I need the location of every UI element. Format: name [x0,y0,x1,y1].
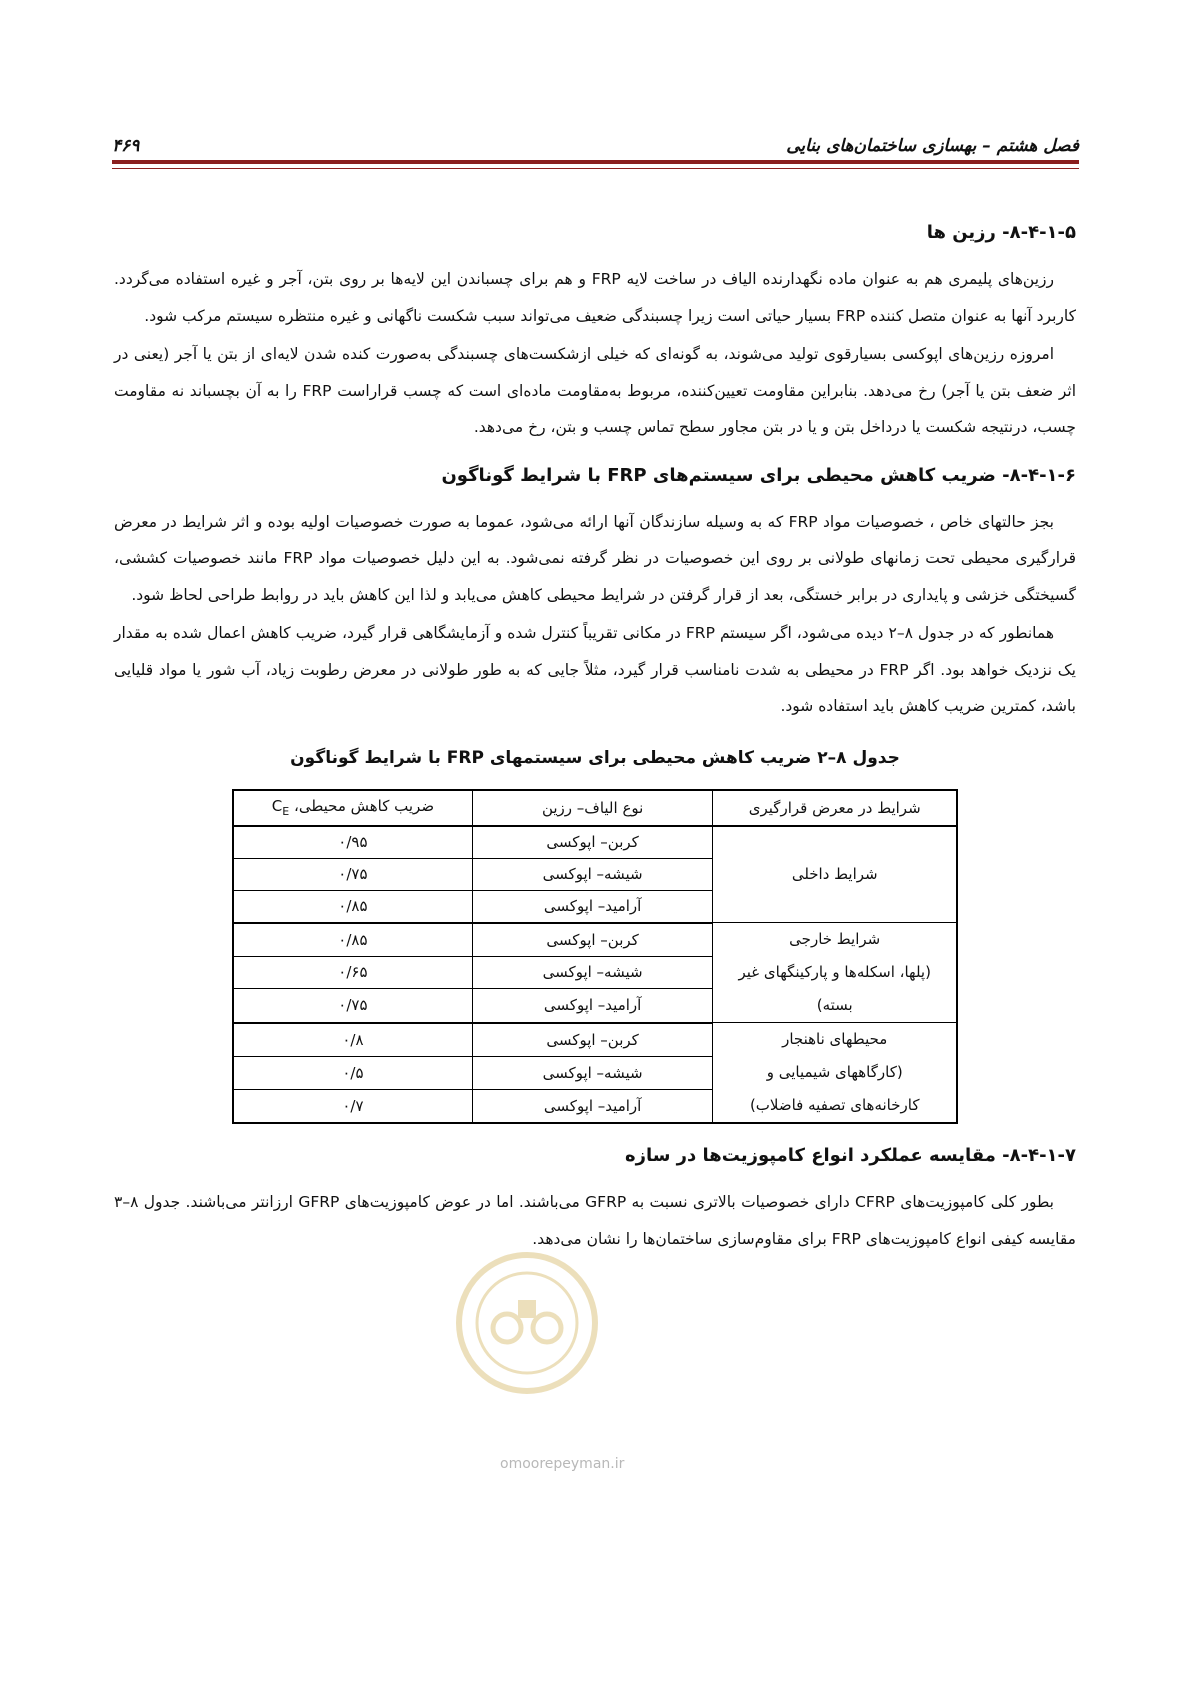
section-heading-resins: ۸-۴-۱-۵- رزین ها [926,222,1076,243]
condition-cell-harsh: محیطهای ناهنجار (کارگاههای شیمیایی و کارخانه‌های تصفیه فاضلاب) [713,1023,957,1124]
watermark-seal-icon [452,1248,602,1398]
fiber-cell: شیشه– اپوکسی [472,956,713,989]
paragraph: همانطور که در جدول ۸–۲ دیده می‌شود، اگر سیستم FRP در مکانی تقریباً کنترل شده و آزمایشگاهی قرار گیرد، ضریب کاهش اعمال شده به مقدار یک نزدیک خواهد بود. اگر FRP در محیطی به شدت نامناسب قرار گیرد، مثلاً جایی که به طور طولانی در معرض رطوبت زیاد، آب شور یا مواد قلیایی باشد، کمترین ضریب کاهش باید استفاده شود. [114,624,1076,715]
fiber-cell: کربن– اپوکسی [472,1023,713,1057]
fiber-cell: شیشه– اپوکسی [472,858,713,890]
header-condition: شرایط در معرض قرارگیری [713,790,957,826]
page-number: ۴۶۹ [112,136,140,156]
header-rule-thin [112,168,1079,169]
factor-cell: ۰/۸۵ [233,923,472,957]
page-content [114,215,1076,1259]
section-heading-composite-comparison: ۸-۴-۱-۷- مقایسه عملکرد انواع کامپوزیت‌ها در سازه [624,1145,1076,1166]
paragraph: بطور کلی کامپوزیت‌های CFRP دارای خصوصیات بالاتری نسبت به GFRP می‌باشند. اما در عوض کامپوزیت‌های GFRP ارزانتر می‌باشند. جدول ۸–۳ مقایسه کیفی انواع کامپوزیت‌های FRP برای مقاوم‌سازی ساختمان‌ها را نشان می‌دهد. [114,1193,1076,1248]
factor-cell: ۰/۷۵ [233,858,472,890]
condition-cell-interior: شرایط داخلی [713,826,957,923]
factor-cell: ۰/۵ [233,1056,472,1089]
header-reduction-factor: ضریب کاهش محیطی، $C_E$ [233,790,472,826]
paragraph: رزین‌های پلیمری هم به عنوان ماده نگهدارنده الیاف در ساخت لایه FRP و هم برای چسباندن این لایه‌ها بر روی بتن، آجر و غیره استفاده می‌گردد. کاربرد آنها به عنوان متصل کننده FRP بسیار حیاتی است زیرا چسبندگی ضعیف می‌تواند سبب شکست ناگهانی و غیره منتظره سیستم مرکب شود. [114,270,1076,325]
fiber-cell: کربن– اپوکسی [472,923,713,957]
factor-cell: ۰/۷ [233,1089,472,1123]
header-rule-thick [112,160,1079,164]
fiber-cell: کربن– اپوکسی [472,826,713,859]
watermark-url: omoorepeyman.ir [500,1456,625,1472]
table-row [233,1023,957,1057]
condition-cell-exterior: شرایط خارجی (پلها، اسکله‌ها و پارکینگهای غیر بسته) [713,923,957,1023]
reduction-factor-table [232,789,958,1125]
table-row [233,826,957,859]
table-header-row [233,790,957,826]
paragraph: امروزه رزین‌های اپوکسی بسیارقوی تولید می‌شوند، به گونه‌ای که خیلی ازشکست‌های چسبندگی به‌صورت کنده شدن لایه‌ای از بتن یا آجر (یعنی در اثر ضعف بتن یا آجر) رخ می‌دهد. بنابراین مقاومت تعیین‌کننده، مربوط به‌مقاومت ماده‌ای است که چسب قراراست FRP را به آن بچسباند نه مقاومت چسب، درنتیجه شکست یا درداخل بتن و یا در بتن مجاور سطح تماس چسب و بتن، رخ می‌دهد. [114,345,1076,436]
fiber-cell: شیشه– اپوکسی [472,1056,713,1089]
section-heading-reduction-factor: ۸-۴-۱-۶- ضریب کاهش محیطی برای سیستم‌های FRP با شرایط گوناگون [441,464,1076,486]
factor-cell: ۰/۹۵ [233,826,472,859]
factor-cell: ۰/۸ [233,1023,472,1057]
fiber-cell: آرامید– اپوکسی [472,890,713,923]
chapter-title: فصل هشتم – بهسازی ساختمان‌های بنایی [786,136,1079,156]
paragraph: بجز حالتهای خاص ، خصوصیات مواد FRP که به وسیله سازندگان آنها ارائه می‌شود، عموما به صورت خصوصیات اولیه بوده و اثر شرایط در معرض قرارگیری محیطی تحت زمانهای طولانی بر روی این خصوصیات در نظر گرفته نمی‌شود. به این دلیل خصوصیات مواد FRP مانند خصوصیات کششی، گسیختگی خزشی و پایداری در برابر خستگی، بعد از قرار گرفتن در شرایط محیطی کاهش می‌یابد و لذا این کاهش باید در روابط طراحی لحاظ شود. [114,512,1076,604]
fiber-cell: آرامید– اپوکسی [472,989,713,1023]
factor-cell: ۰/۶۵ [233,956,472,989]
factor-cell: ۰/۷۵ [233,989,472,1023]
table-row [233,923,957,957]
fiber-cell: آرامید– اپوکسی [472,1089,713,1123]
factor-cell: ۰/۸۵ [233,890,472,923]
table-caption: جدول ۸–۲ ضریب کاهش محیطی برای سیستمهای FRP با شرایط گوناگون [290,747,900,768]
running-header [112,126,1079,156]
header-fiber-resin: نوع الیاف– رزین [472,790,713,826]
